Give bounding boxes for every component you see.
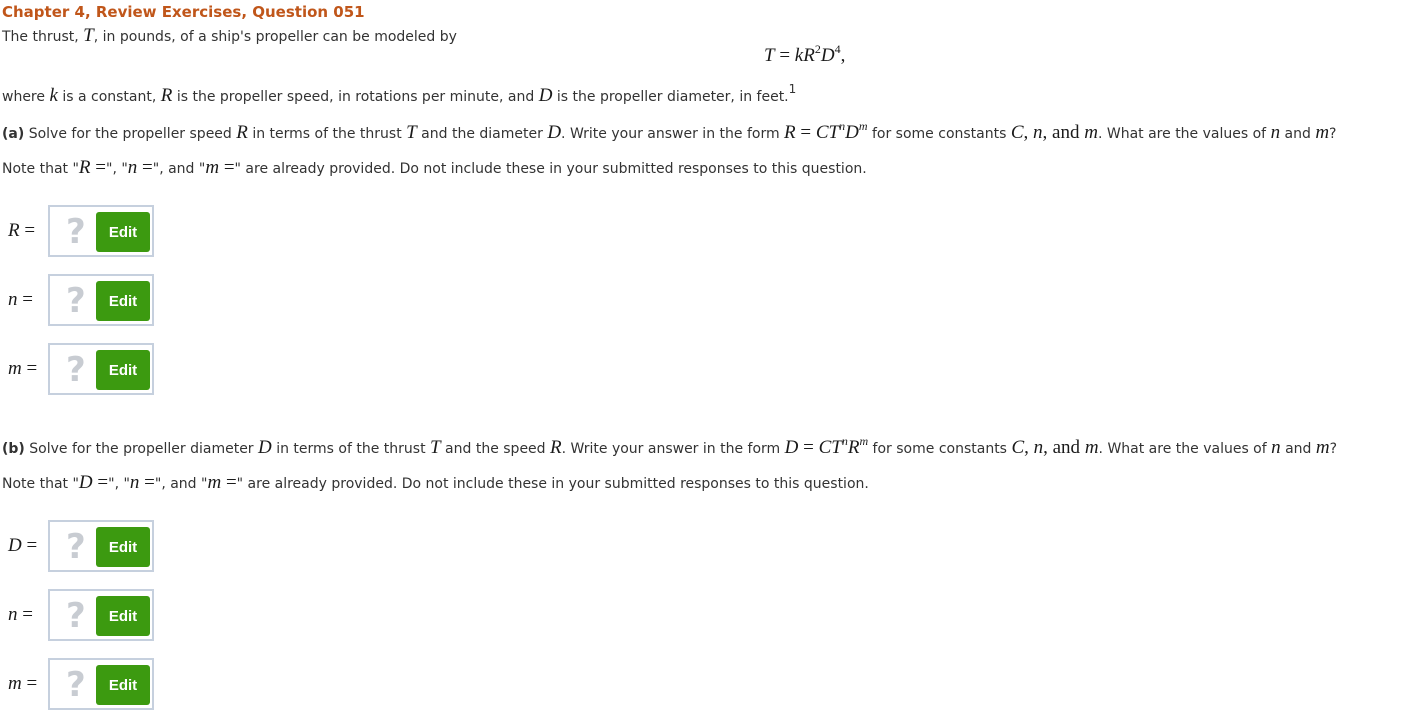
part-a-form-lhs: R xyxy=(784,122,796,143)
part-a-note-text: " are already provided. Do not include these in your submitted responses to this question. xyxy=(234,161,867,177)
part-a-note-equals: = xyxy=(137,157,153,178)
answer-var: m xyxy=(8,358,22,379)
part-a-note-var: R xyxy=(78,157,91,178)
var-D: D xyxy=(538,85,553,106)
part-b-text: in terms of the thrust xyxy=(271,441,431,457)
part-a-var: n xyxy=(1033,122,1043,143)
part-a-note-text: ", " xyxy=(106,161,128,177)
part-b-question xyxy=(2,434,1338,460)
part-b-note-var: D xyxy=(78,472,93,493)
part-a-text: for some constants xyxy=(867,126,1011,142)
part-b-note-text: Note that " xyxy=(2,476,79,492)
part-a-note-var: m xyxy=(205,157,220,178)
where-text xyxy=(2,82,797,108)
part-a-var: C xyxy=(1010,122,1024,143)
part-b-text: , and xyxy=(1043,437,1085,458)
answer-label xyxy=(8,288,48,313)
part-a-note-text: Note that " xyxy=(2,161,79,177)
answer-equals: = xyxy=(17,604,33,625)
part-b-text: and xyxy=(1280,441,1316,457)
part-b-form-CT: CT xyxy=(818,437,842,458)
answer-equals: = xyxy=(21,673,38,694)
part-a-var: T xyxy=(406,122,417,143)
part-a-text: . Write your answer in the form xyxy=(561,126,785,142)
answer-label xyxy=(8,219,48,244)
part-b-text: ? xyxy=(1329,441,1338,457)
part-b-text: for some constants xyxy=(868,441,1012,457)
edit-button[interactable]: Edit xyxy=(96,596,150,636)
part-b-var: n xyxy=(1033,437,1044,458)
eq-R: R xyxy=(803,45,815,66)
eq-lhs: T xyxy=(764,45,775,66)
answer-equals: = xyxy=(19,220,36,241)
part-a-question xyxy=(2,119,1337,145)
part-b-form-lhs: D xyxy=(784,437,799,458)
part-a-label: (a) xyxy=(2,126,25,142)
part-b-note-var: m xyxy=(207,472,222,493)
answer-row-a-R xyxy=(0,205,170,261)
answer-row-b-n xyxy=(0,589,170,645)
answer-label xyxy=(8,357,48,382)
part-a-text: Solve for the propeller speed xyxy=(24,126,237,142)
part-b-note-text: ", " xyxy=(108,476,130,492)
answer-equals: = xyxy=(21,535,38,556)
part-b-comma: , xyxy=(1024,437,1034,458)
question-title: Chapter 4, Review Exercises, Question 051 xyxy=(2,3,365,21)
part-a-text: , and xyxy=(1042,122,1085,143)
part-b-note xyxy=(2,472,869,495)
answer-var: n xyxy=(8,604,18,625)
part-a-text: in terms of the thrust xyxy=(247,126,407,142)
answer-row-a-n xyxy=(0,274,170,330)
part-a-text: and the diameter xyxy=(416,126,548,142)
answer-box[interactable] xyxy=(48,520,154,572)
eq-R-exponent: 2 xyxy=(814,42,821,56)
part-a-form-exp-n: n xyxy=(839,119,846,133)
intro-text-1: The thrust, xyxy=(2,29,84,45)
where-text-4: is the propeller diameter, in feet. xyxy=(552,89,789,105)
question-mark-icon: ? xyxy=(66,281,86,321)
part-a-var: m xyxy=(1315,122,1330,143)
answer-equals: = xyxy=(21,358,38,379)
edit-button[interactable]: Edit xyxy=(96,350,150,390)
eq-D: D xyxy=(820,45,835,66)
question-mark-icon: ? xyxy=(66,527,86,567)
var-T: T xyxy=(83,25,94,46)
answer-box[interactable] xyxy=(48,658,154,710)
part-b-note-text: " are already provided. Do not include these in your submitted responses to this question. xyxy=(236,476,869,492)
part-b-text: and the speed xyxy=(440,441,551,457)
part-b-text: Solve for the propeller diameter xyxy=(24,441,259,457)
question-mark-icon: ? xyxy=(66,665,86,705)
edit-button[interactable]: Edit xyxy=(96,281,150,321)
answer-var: D xyxy=(8,535,22,556)
part-a-text: . What are the values of xyxy=(1097,126,1271,142)
part-a-form-equals: = xyxy=(795,122,816,143)
part-a-text: ? xyxy=(1329,126,1337,142)
part-b-label: (b) xyxy=(2,441,25,457)
answer-var: m xyxy=(8,673,22,694)
part-a-var: D xyxy=(547,122,562,143)
intro-text-2: , in pounds, of a ship's propeller can be modeled by xyxy=(93,29,457,45)
part-a-form-D: D xyxy=(845,122,859,143)
part-b-var: n xyxy=(1271,437,1281,458)
part-b-text: . Write your answer in the form xyxy=(561,441,785,457)
part-b-var: m xyxy=(1315,437,1330,458)
answer-box[interactable] xyxy=(48,589,154,641)
where-text-1: where xyxy=(2,89,50,105)
part-a-note-var: n xyxy=(127,157,138,178)
question-mark-icon: ? xyxy=(66,212,86,252)
answer-row-b-D xyxy=(0,520,170,576)
answer-row-a-m xyxy=(0,343,170,399)
answer-var: n xyxy=(8,289,18,310)
answer-row-b-m xyxy=(0,658,170,714)
answer-equals: = xyxy=(17,289,33,310)
answer-box[interactable] xyxy=(48,205,154,257)
part-a-form-CT: CT xyxy=(815,122,840,143)
answer-label xyxy=(8,603,48,628)
eq-equals: = xyxy=(774,45,795,66)
where-text-3: is the propeller speed, in rotations per minute, and xyxy=(172,89,539,105)
part-b-form-R: R xyxy=(847,437,860,458)
part-a-var: R xyxy=(236,122,248,143)
part-a-note-equals: = xyxy=(90,157,106,178)
answer-box[interactable] xyxy=(48,274,154,326)
question-mark-icon: ? xyxy=(66,350,86,390)
part-b-form-exp-m: m xyxy=(859,434,869,448)
where-text-2: is a constant, xyxy=(57,89,161,105)
part-a-var: n xyxy=(1270,122,1281,143)
part-b-note-equals: = xyxy=(221,472,237,493)
part-b-var: D xyxy=(258,437,272,458)
part-a-note xyxy=(2,157,867,180)
part-b-var: T xyxy=(430,437,441,458)
eq-k: k xyxy=(794,45,804,66)
edit-button[interactable]: Edit xyxy=(96,527,150,567)
edit-button[interactable]: Edit xyxy=(96,665,150,705)
footnote-marker[interactable]: 1 xyxy=(788,82,797,96)
part-a-note-text: ", and " xyxy=(152,161,206,177)
part-b-var: m xyxy=(1084,437,1099,458)
part-b-note-text: ", and " xyxy=(154,476,208,492)
part-b-text: . What are the values of xyxy=(1098,441,1272,457)
part-a-text: and xyxy=(1280,126,1316,142)
eq-comma: , xyxy=(840,45,846,66)
answer-box[interactable] xyxy=(48,343,154,395)
answer-label xyxy=(8,672,48,697)
part-b-form-equals: = xyxy=(798,437,819,458)
eq-D-exponent: 4 xyxy=(834,42,841,56)
question-mark-icon: ? xyxy=(66,596,86,636)
edit-button[interactable]: Edit xyxy=(96,212,150,252)
answer-label xyxy=(8,534,48,559)
answer-var: R xyxy=(8,220,20,241)
part-a-form-exp-m: m xyxy=(858,119,868,133)
part-b-var: C xyxy=(1011,437,1025,458)
part-a-var: m xyxy=(1084,122,1098,143)
part-b-form-exp-n: n xyxy=(841,434,848,448)
part-a-note-equals: = xyxy=(219,157,235,178)
thrust-equation xyxy=(764,44,845,69)
intro-text xyxy=(2,25,457,48)
part-b-note-equals: = xyxy=(139,472,155,493)
part-b-note-equals: = xyxy=(92,472,109,493)
part-b-var: R xyxy=(550,437,562,458)
var-R: R xyxy=(160,85,173,106)
part-b-note-var: n xyxy=(129,472,140,493)
var-k: k xyxy=(49,85,58,106)
part-a-comma: , xyxy=(1023,122,1034,143)
